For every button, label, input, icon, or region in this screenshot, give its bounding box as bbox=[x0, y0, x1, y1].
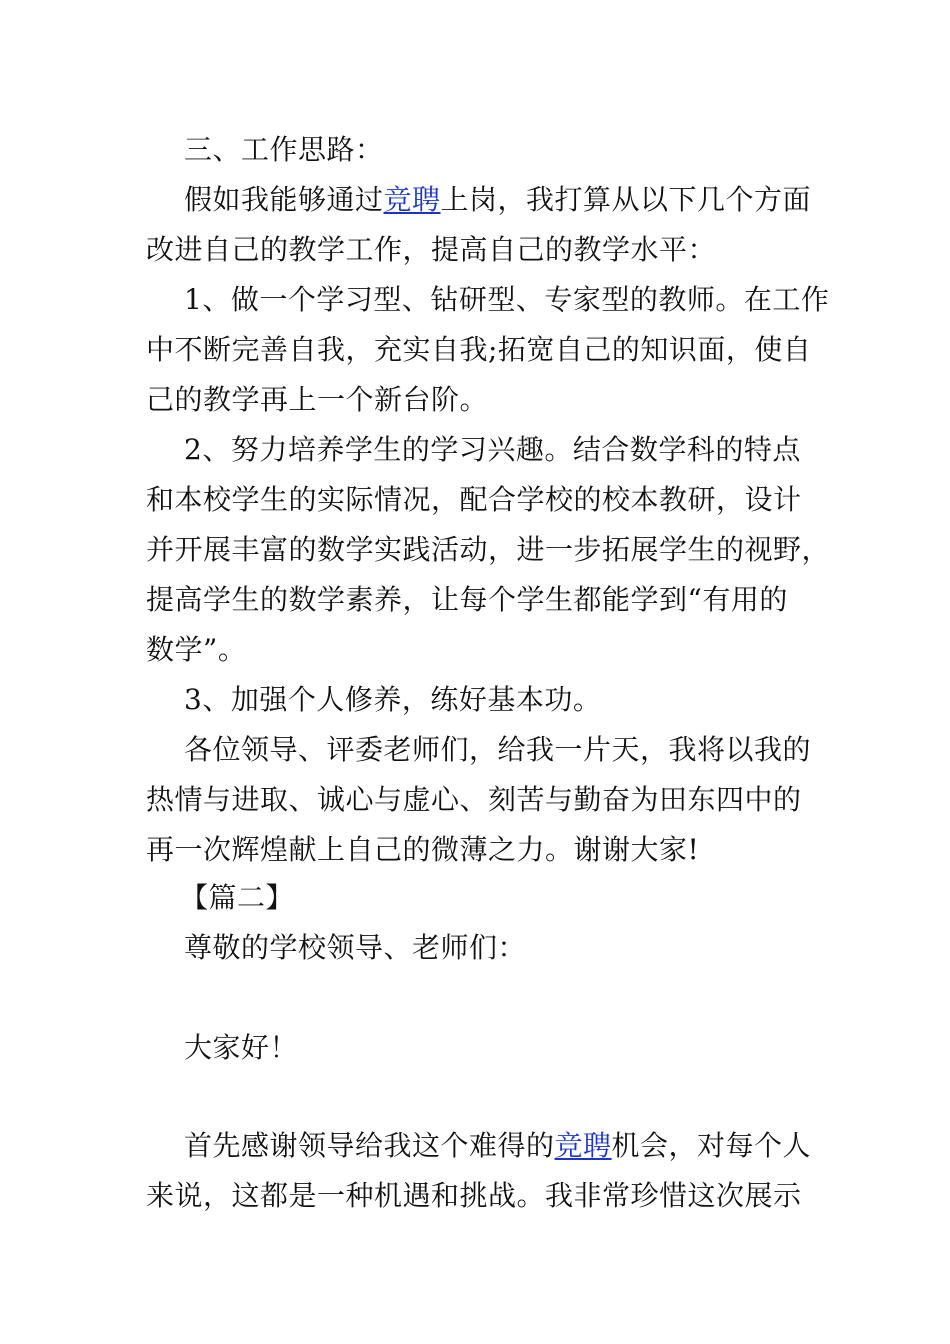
paragraph-line: 并开展丰富的数学实践活动，进一步拓展学生的视野， bbox=[146, 533, 831, 566]
text-segment: 首先感谢领导给我这个难得的 bbox=[184, 1129, 555, 1162]
paragraph-line: 热情与进取、诚心与虚心、刻苦与勤奋为田东四中的 bbox=[146, 783, 802, 816]
paragraph-line: 再一次辉煌献上自己的微薄之力。谢谢大家! bbox=[146, 833, 700, 866]
paragraph-line: 和本校学生的实际情况，配合学校的校本教研，设计 bbox=[146, 483, 802, 516]
paragraph-line: 己的教学再上一个新台阶。 bbox=[146, 383, 489, 416]
paragraph-line: 数学”。 bbox=[146, 633, 247, 666]
paragraph-line: 中不断完善自我，充实自我;拓宽自己的知识面，使自 bbox=[146, 333, 812, 366]
greeting-line: 尊敬的学校领导、老师们： bbox=[184, 931, 527, 964]
paragraph-line: 改进自己的教学工作，提高自己的教学水平： bbox=[146, 233, 717, 266]
text-segment: 机会，对每个人 bbox=[611, 1129, 812, 1162]
paragraph-line: 提高学生的数学素养，让每个学生都能学到“有用的 bbox=[146, 583, 788, 616]
section-heading: 【篇二】 bbox=[180, 881, 295, 914]
text-segment: 上岗，我打算从以下几个方面 bbox=[440, 183, 812, 216]
paragraph-line: 3、加强个人修养，练好基本功。 bbox=[184, 683, 602, 716]
competition-link[interactable]: 竞聘 bbox=[383, 183, 441, 216]
paragraph-line bbox=[184, 1126, 864, 1166]
paragraph-line bbox=[184, 180, 864, 220]
paragraph-line: 1、做一个学习型、钻研型、专家型的教师。在工作 bbox=[184, 283, 830, 316]
hello-line: 大家好！ bbox=[184, 1031, 299, 1064]
paragraph-line: 来说，这都是一种机遇和挑战。我非常珍惜这次展示 bbox=[146, 1179, 802, 1212]
competition-link[interactable]: 竞聘 bbox=[554, 1129, 612, 1162]
paragraph-line: 2、努力培养学生的学习兴趣。结合数学科的特点 bbox=[184, 433, 801, 466]
paragraph-line: 各位领导、评委老师们，给我一片天，我将以我的 bbox=[184, 733, 812, 766]
text-segment: 假如我能够通过 bbox=[184, 183, 384, 216]
heading-work-ideas: 三、工作思路： bbox=[184, 133, 384, 166]
